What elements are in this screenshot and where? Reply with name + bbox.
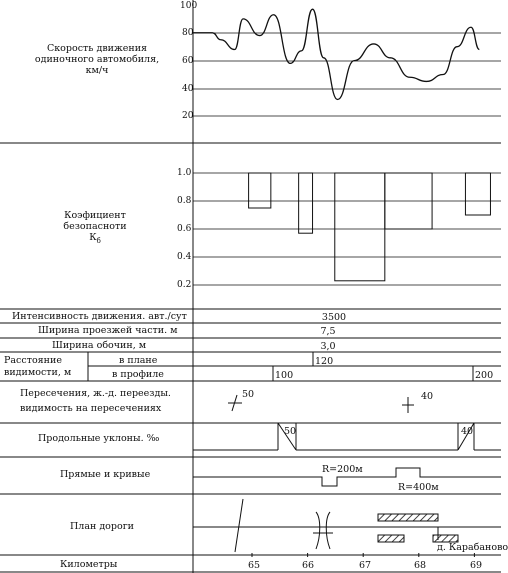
intensity-label: Интенсивность движения. авт./сут — [12, 311, 187, 322]
km-value-67: 67 — [359, 560, 372, 571]
km-value-65: 65 — [248, 560, 261, 571]
shoulder-width-label: Ширина обочин, м — [52, 340, 147, 351]
speed-tick-100: 100 — [180, 1, 198, 11]
speed-label — [35, 43, 159, 76]
intersection-marks — [228, 395, 414, 413]
speed-label-line-3: км/ч — [85, 65, 109, 76]
lane-width-value: 7,5 — [320, 326, 336, 337]
safety-tick-04: 0.4 — [177, 252, 192, 262]
safety-bars — [249, 173, 491, 281]
visibility-profile-value-2: 200 — [475, 370, 494, 381]
curve-radius-2: R=400м — [398, 482, 439, 493]
speed-tick-20: 20 — [182, 111, 194, 121]
speed-curve — [193, 9, 479, 99]
visibility-plan-value: 120 — [315, 356, 334, 367]
intersection-visibility-2: 40 — [421, 391, 434, 402]
curve-radius-1: R=200м — [322, 464, 363, 475]
shoulder-width-value: 3,0 — [320, 341, 336, 352]
grade-value-2: 40 — [461, 426, 474, 437]
grade-value-1: 50 — [284, 426, 297, 437]
visibility-profile-value-1: 100 — [275, 370, 294, 381]
safety-gridlines — [193, 173, 501, 285]
safety-k-subscript: б — [96, 236, 101, 245]
intersections-label-1: Пересечения, ж.-д. переезды. — [20, 388, 171, 399]
intensity-value: 3500 — [321, 312, 347, 323]
settlement-block — [433, 535, 458, 542]
safety-tick-1: 1.0 — [177, 168, 192, 178]
safety-tick-06: 0.6 — [177, 224, 192, 234]
village-label: д. Карабаново — [437, 542, 508, 553]
safety-bar-1 — [249, 173, 271, 208]
km-value-66: 66 — [302, 560, 315, 571]
safety-bar-3 — [335, 173, 385, 281]
safety-tick-08: 0.8 — [177, 196, 192, 206]
safety-label-line-1: Коэфициент — [64, 210, 126, 221]
visibility-label-1: Расстояние — [4, 355, 62, 366]
speed-tick-60: 60 — [182, 56, 194, 66]
visibility-plan-label: в плане — [119, 355, 158, 366]
settlement-block — [378, 514, 438, 521]
speed-label-line-1: Скорость движения — [46, 43, 148, 54]
km-value-68: 68 — [414, 560, 427, 571]
safety-label — [63, 210, 126, 247]
speed-label-line-2: одиночного автомобиля, — [34, 54, 160, 65]
safety-label-line-3 — [63, 232, 126, 247]
intersections-label-2: видимость на пересечениях — [20, 403, 162, 414]
speed-tick-80: 80 — [182, 28, 194, 38]
road-plan-label: План дороги — [70, 521, 135, 532]
settlement-block — [378, 535, 404, 542]
safety-label-line-2: безопасноти — [63, 221, 127, 232]
safety-tick-02: 0.2 — [177, 280, 192, 290]
km-label: Километры — [60, 559, 118, 570]
visibility-profile-label: в профиле — [112, 369, 164, 380]
visibility-label-2: видимости, м — [4, 367, 72, 378]
lane-width-label: Ширина проезжей части. м — [38, 325, 178, 336]
grades-label: Продольные уклоны. ‰ — [38, 433, 160, 444]
safety-k-symbol: К — [89, 232, 97, 243]
curves-label: Прямые и кривые — [60, 469, 151, 480]
intersection-visibility-1: 50 — [242, 389, 255, 400]
km-value-69: 69 — [470, 560, 483, 571]
grade-marks — [193, 423, 501, 450]
safety-bar-5 — [465, 173, 490, 215]
safety-bar-2 — [299, 173, 313, 233]
speed-tick-40: 40 — [182, 84, 194, 94]
